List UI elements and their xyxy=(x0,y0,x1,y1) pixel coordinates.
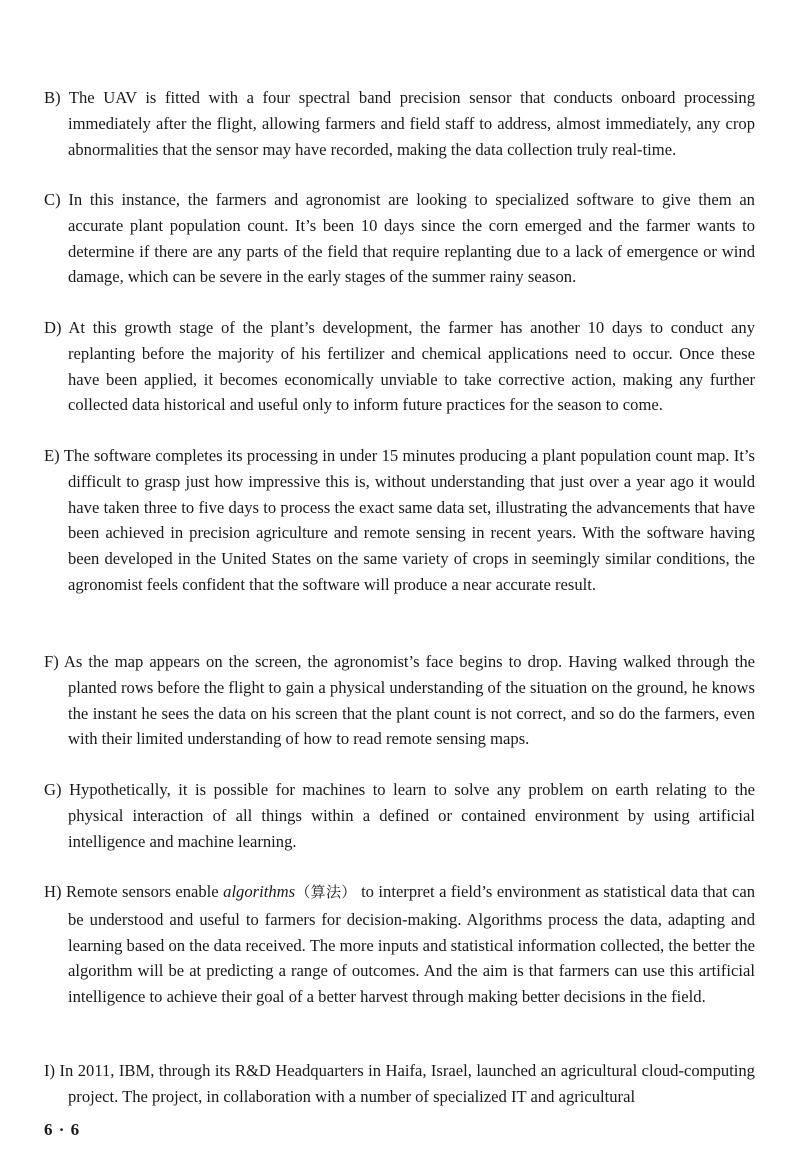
paragraph-g xyxy=(44,777,755,854)
paragraph-c xyxy=(44,187,755,290)
paragraph-label: H) xyxy=(44,882,62,901)
paragraph-text: The software completes its processing in under 15 minutes producing a plant population count map. It’s difficult to grasp just how impressive this is, without understanding that just over a year ago it would have taken three to five days to process the exact same data set, illustrating the advancements that have been achieved in precision agriculture and remote sensing in recent years. With the software having been developed in the United States on the same variety of crops in seemingly similar conditions, the agronomist feels confident that the software will produce a near accurate result. xyxy=(63,446,755,594)
paragraph-text-after: to interpret a field’s environment as statistical data that can be understood and useful to farmers for decision-making. Algorithms process the data, adapting and learning based on the data received. The more inputs and statistical information collected, the better the algorithm will be at predicting a range of outcomes. And the aim is that farmers can use this artificial intelligence to achieve their goal of a better harvest through making better decisions in the field. xyxy=(68,882,756,1007)
paragraph-label: E) xyxy=(44,446,60,465)
paragraph-label: B) xyxy=(44,88,61,107)
paragraph-text: As the map appears on the screen, the agronomist’s face begins to drop. Having walked through the planted rows before the flight to gain a physical understanding of the situation on the ground, he knows the instant he sees the data on his screen that the plant count is not correct, and so do the farmers, even with their limited understanding of how to read remote sensing maps. xyxy=(63,652,756,749)
page-number: 6 · 6 xyxy=(44,1120,81,1139)
paragraph-label: G) xyxy=(44,780,62,799)
paragraph-label: D) xyxy=(44,318,62,337)
paragraph-text: At this growth stage of the plant’s development, the farmer has another 10 days to conduct any replanting before the majority of his fertilizer and chemical applications need to occur. Once these have been applied, it becomes economically unviable to take corrective action, making any further collected data historical and useful only to inform future practices for the season to come. xyxy=(68,318,756,415)
paragraph-text: In this instance, the farmers and agronomist are looking to specialized software to give them an accurate plant population count. It’s been 10 days since the corn emerged and the farmer wants to determine if there are any parts of the field that require replanting due to a lack of emergence or wind damage, which can be severe in the early stages of the summer rainy season. xyxy=(68,190,755,287)
vocabulary-term: algorithms xyxy=(223,882,296,901)
paragraph-h xyxy=(44,879,755,1010)
paragraph-text-before: Remote sensors enable xyxy=(65,882,219,901)
paragraph-e xyxy=(44,443,755,598)
chinese-gloss: （算法） xyxy=(295,885,357,901)
paragraph-label: C) xyxy=(44,190,61,209)
paragraph-f xyxy=(44,649,755,752)
paragraph-text: In 2011, IBM, through its R&D Headquarters in Haifa, Israel, launched an agricultural cloud-computing project. The project, in collaboration with a number of specialized IT and agricultural xyxy=(59,1061,755,1106)
paragraph-label: I) xyxy=(44,1061,56,1080)
paragraph-d xyxy=(44,315,755,418)
paragraph-text: Hypothetically, it is possible for machines to learn to solve any problem on earth relating to the physical interaction of all things within a defined or contained environment by using artificial intelligence and machine learning. xyxy=(68,780,755,851)
paragraph-label: F) xyxy=(44,652,59,671)
paragraph-i xyxy=(44,1058,755,1110)
paragraph-text: The UAV is fitted with a four spectral band precision sensor that conducts onboard processing immediately after the flight, allowing farmers and field staff to address, almost immediately, any crop abnormalities that the sensor may have recorded, making the data collection truly real-time. xyxy=(68,88,755,159)
paragraph-b xyxy=(44,85,755,162)
